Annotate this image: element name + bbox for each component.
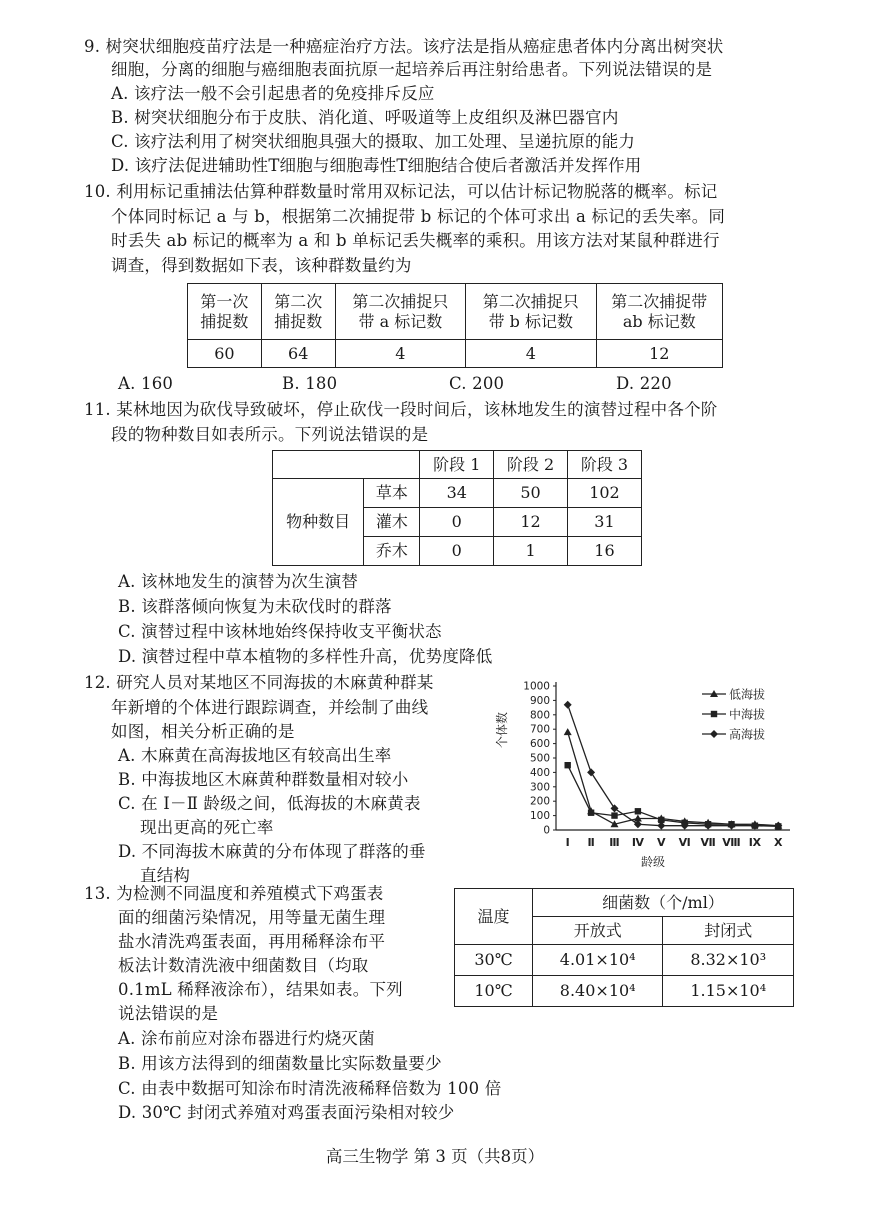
y-tick-label: 200 [529, 795, 550, 808]
y-tick-label: 700 [529, 723, 550, 736]
q10-value-cell: 64 [261, 340, 335, 368]
q13-option-c: C. 由表中数据可知涂布时清洗液稀释倍数为 100 倍 [118, 1079, 502, 1098]
q13-stem-line-5: 0.1mL 稀释液涂布），结果如表。下列 [118, 980, 403, 999]
q12-option-c: C. 在 Ⅰ－Ⅱ 龄级之间，低海拔的木麻黄表 [118, 794, 421, 813]
q13-value-cell: 1.15×10⁴ [663, 976, 794, 1007]
q12-stem-line-3: 如图，相关分析正确的是 [111, 722, 295, 741]
q11-value-cell: 1 [494, 537, 568, 566]
q13-stem-line-3: 盐水清洗鸡蛋表面，再用稀释涂布平 [118, 932, 386, 951]
x-tick-label: Ⅱ [587, 836, 595, 849]
q11-value-cell: 102 [567, 479, 641, 508]
series-point [564, 728, 572, 735]
series-point [611, 812, 617, 818]
q11-species-table [272, 450, 642, 566]
series-point [564, 701, 572, 709]
q10-value-cell: 12 [596, 340, 722, 368]
q13-option-a: A. 涂布前应对涂布器进行灼烧灭菌 [118, 1029, 375, 1048]
y-axis-label: 个体数 [495, 711, 509, 749]
q11-row-group-label: 物种数目 [273, 479, 364, 566]
q12-option-b: B. 中海拔地区木麻黄种群数量相对较小 [118, 770, 409, 789]
series-line [568, 705, 779, 826]
q10-stem-line-3: 时丢失 ab 标记的概率为 a 和 b 单标记丢失概率的乘积。用该方法对某鼠种群进行 [111, 231, 720, 250]
q9-option-a: A. 该疗法一般不会引起患者的免疫排斥反应 [111, 84, 435, 103]
q10-stem-line-4: 调查，得到数据如下表，该种群数量约为 [111, 256, 412, 275]
q10-option-d: D. 220 [616, 374, 672, 393]
y-tick-label: 400 [529, 766, 550, 779]
y-tick-label: 300 [529, 781, 550, 794]
x-tick-label: Ⅰ [565, 836, 570, 849]
q11-stem-line-2: 段的物种数目如表所示。下列说法错误的是 [111, 425, 429, 444]
q13-stem-line-4: 板法计数清洗液中细菌数目（均取 [118, 956, 369, 975]
q10-value-cell: 4 [335, 340, 465, 368]
q10-value-cell: 4 [466, 340, 596, 368]
q12-stem-line-2: 年新增的个体进行跟踪调查，并绘制了曲线 [111, 698, 429, 717]
q12-option-a: A. 木麻黄在高海拔地区有较高出生率 [118, 746, 392, 765]
y-tick-label: 800 [529, 709, 550, 722]
q10-value-cell: 60 [188, 340, 262, 368]
legend-label: 高海拔 [729, 727, 766, 742]
q10-option-b: B. 180 [282, 374, 338, 393]
q11-value-cell: 16 [567, 537, 641, 566]
q13-value-cell: 8.40×10⁴ [532, 976, 663, 1007]
series-point [635, 808, 641, 814]
y-tick-label: 600 [529, 738, 550, 751]
series-line [568, 732, 779, 826]
y-tick-label: 100 [529, 810, 550, 823]
q13-temp-header: 温度 [455, 889, 533, 945]
q11-option-b: B. 该群落倾向恢复为未砍伐时的群落 [118, 597, 392, 616]
y-tick-label: 1000 [523, 680, 550, 693]
q10-header-cell: 第一次 捕捉数 [188, 284, 262, 340]
q13-mode-header: 开放式 [532, 917, 663, 945]
q13-stem-line-1: 13. 为检测不同温度和养殖模式下鸡蛋表 [84, 884, 384, 903]
q10-option-c: C. 200 [449, 374, 505, 393]
q13-stem-line-2: 面的细菌污染情况，用等量无菌生理 [118, 908, 386, 927]
series-point [611, 804, 619, 812]
series-line [568, 765, 779, 826]
q10-header-cell: 第二次捕捉只 带 a 标记数 [335, 284, 465, 340]
q13-temp-cell: 10℃ [455, 976, 533, 1007]
series-point [588, 810, 594, 816]
q11-stage-header: 阶段 3 [567, 451, 641, 479]
q9-stem-line-1: 9. 树突状细胞疫苗疗法是一种癌症治疗方法。该疗法是指从癌症患者体内分离出树突状 [84, 37, 724, 56]
x-tick-label: Ⅹ [774, 836, 783, 849]
q11-stage-header: 阶段 2 [494, 451, 568, 479]
q9-stem-line-2: 细胞，分离的细胞与癌细胞表面抗原一起培养后再注射给患者。下列说法错误的是 [111, 60, 713, 79]
q10-header-cell: 第二次捕捉只 带 b 标记数 [466, 284, 596, 340]
q11-row-name: 草本 [364, 479, 420, 508]
x-tick-label: Ⅴ [657, 836, 666, 849]
q13-bacteria-table [454, 888, 794, 1007]
q11-option-c: C. 演替过程中该林地始终保持收支平衡状态 [118, 622, 442, 641]
q10-header-cell: 第二次 捕捉数 [261, 284, 335, 340]
series-point [587, 768, 595, 776]
q12-line-chart [488, 670, 798, 880]
q11-row-name: 乔木 [364, 537, 420, 566]
q10-option-a: A. 160 [118, 374, 174, 393]
q11-value-cell: 31 [567, 508, 641, 537]
q11-value-cell: 12 [494, 508, 568, 537]
q11-value-cell: 0 [420, 508, 494, 537]
q11-corner-cell [273, 451, 420, 479]
q11-option-d: D. 演替过程中草本植物的多样性升高，优势度降低 [118, 647, 493, 666]
x-axis-label: 龄级 [640, 855, 666, 869]
x-tick-label: Ⅲ [609, 836, 620, 849]
y-tick-label: 500 [529, 752, 550, 765]
q13-group-header: 细菌数（个/ml） [532, 889, 793, 917]
q9-option-c: C. 该疗法利用了树突状细胞具强大的摄取、加工处理、呈递抗原的能力 [111, 132, 636, 151]
q10-header-cell: 第二次捕捉带 ab 标记数 [596, 284, 722, 340]
y-tick-label: 900 [529, 694, 550, 707]
q12-option-c-cont: 现出更高的死亡率 [140, 818, 274, 837]
q9-option-b: B. 树突状细胞分布于皮肤、消化道、呼吸道等上皮组织及淋巴器官内 [111, 108, 619, 127]
q10-stem-line-1: 10. 利用标记重捕法估算种群数量时常用双标记法，可以估计标记物脱落的概率。标记 [84, 182, 718, 201]
legend-marker [711, 711, 717, 717]
q10-mark-recapture-table [187, 283, 723, 368]
x-tick-label: Ⅵ [678, 836, 691, 849]
q12-stem-line-1: 12. 研究人员对某地区不同海拔的木麻黄种群某 [84, 673, 434, 692]
q9-option-d: D. 该疗法促进辅助性T细胞与细胞毒性T细胞结合使后者激活并发挥作用 [111, 156, 642, 175]
x-tick-label: Ⅸ [748, 836, 762, 849]
x-tick-label: Ⅷ [722, 836, 741, 849]
y-tick-label: 0 [543, 824, 550, 837]
legend-label: 低海拔 [729, 687, 766, 702]
q11-stem-line-1: 11. 某林地因为砍伐导致破坏，停止砍伐一段时间后，该林地发生的演替过程中各个阶 [84, 400, 718, 419]
x-tick-label: Ⅳ [631, 836, 644, 849]
legend-label: 中海拔 [729, 707, 766, 722]
q11-row-name: 灌木 [364, 508, 420, 537]
q13-mode-header: 封闭式 [663, 917, 794, 945]
q10-stem-line-2: 个体同时标记 a 与 b，根据第二次捕捉带 b 标记的个体可求出 a 标记的丢失率。同 [111, 207, 726, 226]
q13-option-d: D. 30℃ 封闭式养殖对鸡蛋表面污染相对较少 [118, 1103, 455, 1122]
legend-marker [710, 730, 718, 738]
q11-stage-header: 阶段 1 [420, 451, 494, 479]
x-tick-label: Ⅶ [700, 836, 716, 849]
q13-stem-line-6: 说法错误的是 [118, 1004, 219, 1023]
q12-option-d-cont: 直结构 [140, 866, 191, 885]
q11-value-cell: 0 [420, 537, 494, 566]
q11-option-a: A. 该林地发生的演替为次生演替 [118, 572, 359, 591]
q11-value-cell: 34 [420, 479, 494, 508]
q13-value-cell: 4.01×10⁴ [532, 945, 663, 976]
q12-option-d: D. 不同海拔木麻黄的分布体现了群落的垂 [118, 842, 426, 861]
series-point [565, 762, 571, 768]
q13-value-cell: 8.32×10³ [663, 945, 794, 976]
page-footer: 高三生物学 第 3 页（共8页） [325, 1147, 545, 1166]
q13-temp-cell: 30℃ [455, 945, 533, 976]
q13-option-b: B. 用该方法得到的细菌数量比实际数量要少 [118, 1054, 442, 1073]
q11-value-cell: 50 [494, 479, 568, 508]
